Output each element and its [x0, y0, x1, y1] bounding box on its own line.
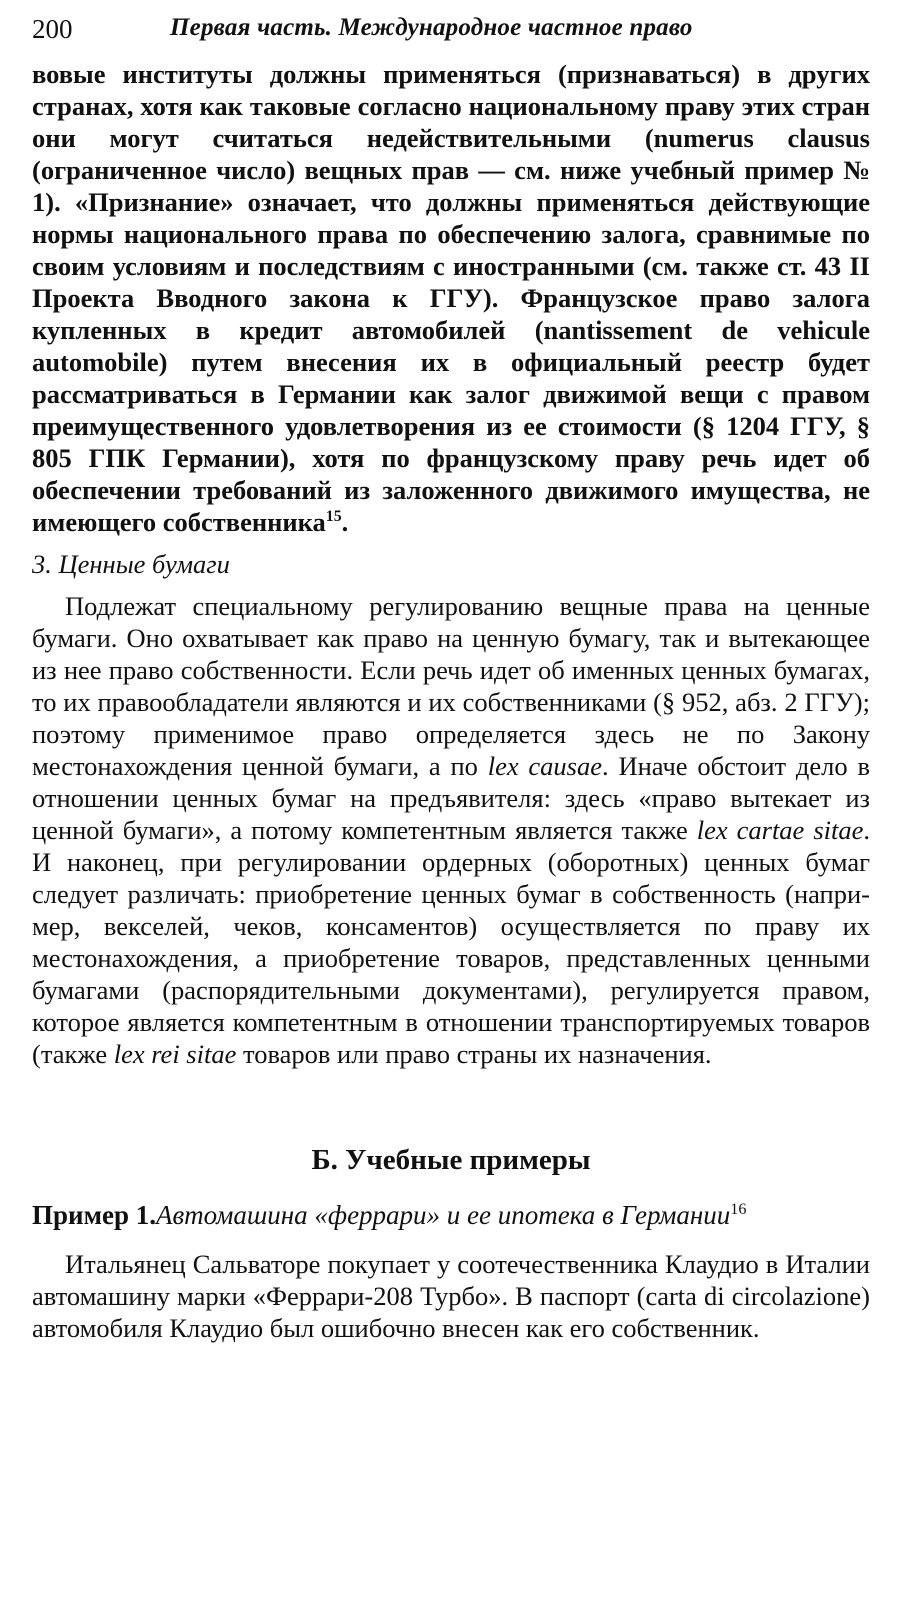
- paragraph-property-recognition: [32, 58, 870, 538]
- paragraph-2-part-1: Подлежат специальному регулированию вещные права на ценные бумаги. Оно охватывает как право на ценную бумагу, так и вытекающее из нее право собственности. Если речь идет об именных ценных бумагах, то их правообладатели являются и их собственниками (§ 952, абз. 2 ГГУ); поэтому применимое право определяется здесь не по Закону местонахождения ценной бумаги, а по: [32, 591, 870, 781]
- paragraph-2-part-2: . Иначе обстоит дело в отношении ценных бумаг на предъявителя: здесь «право вытекает из ценной бумаги», а потому компетентным является также: [32, 751, 870, 845]
- page-header: [32, 14, 870, 58]
- book-page: [32, 14, 870, 1344]
- example-1-text: Итальянец Сальваторе покупает у соотечественника Клаудио в Италии автомашину марки «Феррари-208 Турбо». В паспорт (carta di circolazione) автомобиля Клаудио был ошибочно внесен как его собственник.: [32, 1249, 870, 1343]
- paragraph-securities: [32, 590, 870, 1070]
- running-title: Первая часть. Международное частное право: [170, 14, 693, 41]
- example-1-title: Автомашина «феррари» и ее ипотека в Германии: [155, 1200, 731, 1230]
- term-lex-cartae-sitae: lex cartae sitae: [696, 815, 864, 845]
- example-1-heading: [32, 1198, 870, 1232]
- page-number: 200: [32, 14, 73, 44]
- subsection-heading-securities: 3. Ценные бумаги: [32, 549, 230, 579]
- paragraph-1-text: вовые институты должны применяться (признаваться) в других странах, хотя как таковые согласно национальному праву этих стран они могут считаться недействительными (numerus clausus (ограниченное число) вещных прав — см. ниже учебный пример № 1). «Признание» означает, что должны применяться действующие нормы национального права по обеспечению залога, сравнимые по своим условиям и последствиям с иностранными (см. также ст. 43 II Проекта Вводного закона к ГГУ). Французское право залога купленных в кредит автомобилей (nantissement de vehicule automobile) путем внесения их в официальный реестр будет рассматриваться в Германии как залог движимой вещи с правом преимущественного удовлетворения из ее стоимости (§ 1204 ГГУ, § 805 ГПК Германии), хотя по французскому праву речь идет об обеспечении требований из заложенного движимого имущества, не имеющего собственника: [32, 59, 870, 537]
- term-lex-causae: lex causae: [487, 751, 603, 781]
- example-1-label: Пример 1.: [32, 1200, 156, 1230]
- term-lex-rei-sitae: lex rei sitae: [113, 1039, 237, 1069]
- section-heading-examples: Б. Учебные примеры: [311, 1144, 591, 1176]
- paragraph-1-end: .: [341, 507, 349, 537]
- paragraph-2-part-4: товаров или право страны их назначения.: [236, 1039, 712, 1069]
- footnote-ref-16: 16: [730, 1200, 747, 1218]
- paragraph-2-part-3: . И наконец, при регулировании ордерных (оборотных) ценных бумаг следует различать: приобретение ценных бумаг в собственность (например, векселей, чеков, консаментов) осуществляется по праву их местонахождения, а приобретение товаров, представленных ценными бумагами (распорядительными документами), регулируется правом, которое является компетентным в отношении транспортируемых товаров (также: [32, 815, 870, 1069]
- footnote-ref-15: 15: [325, 508, 342, 526]
